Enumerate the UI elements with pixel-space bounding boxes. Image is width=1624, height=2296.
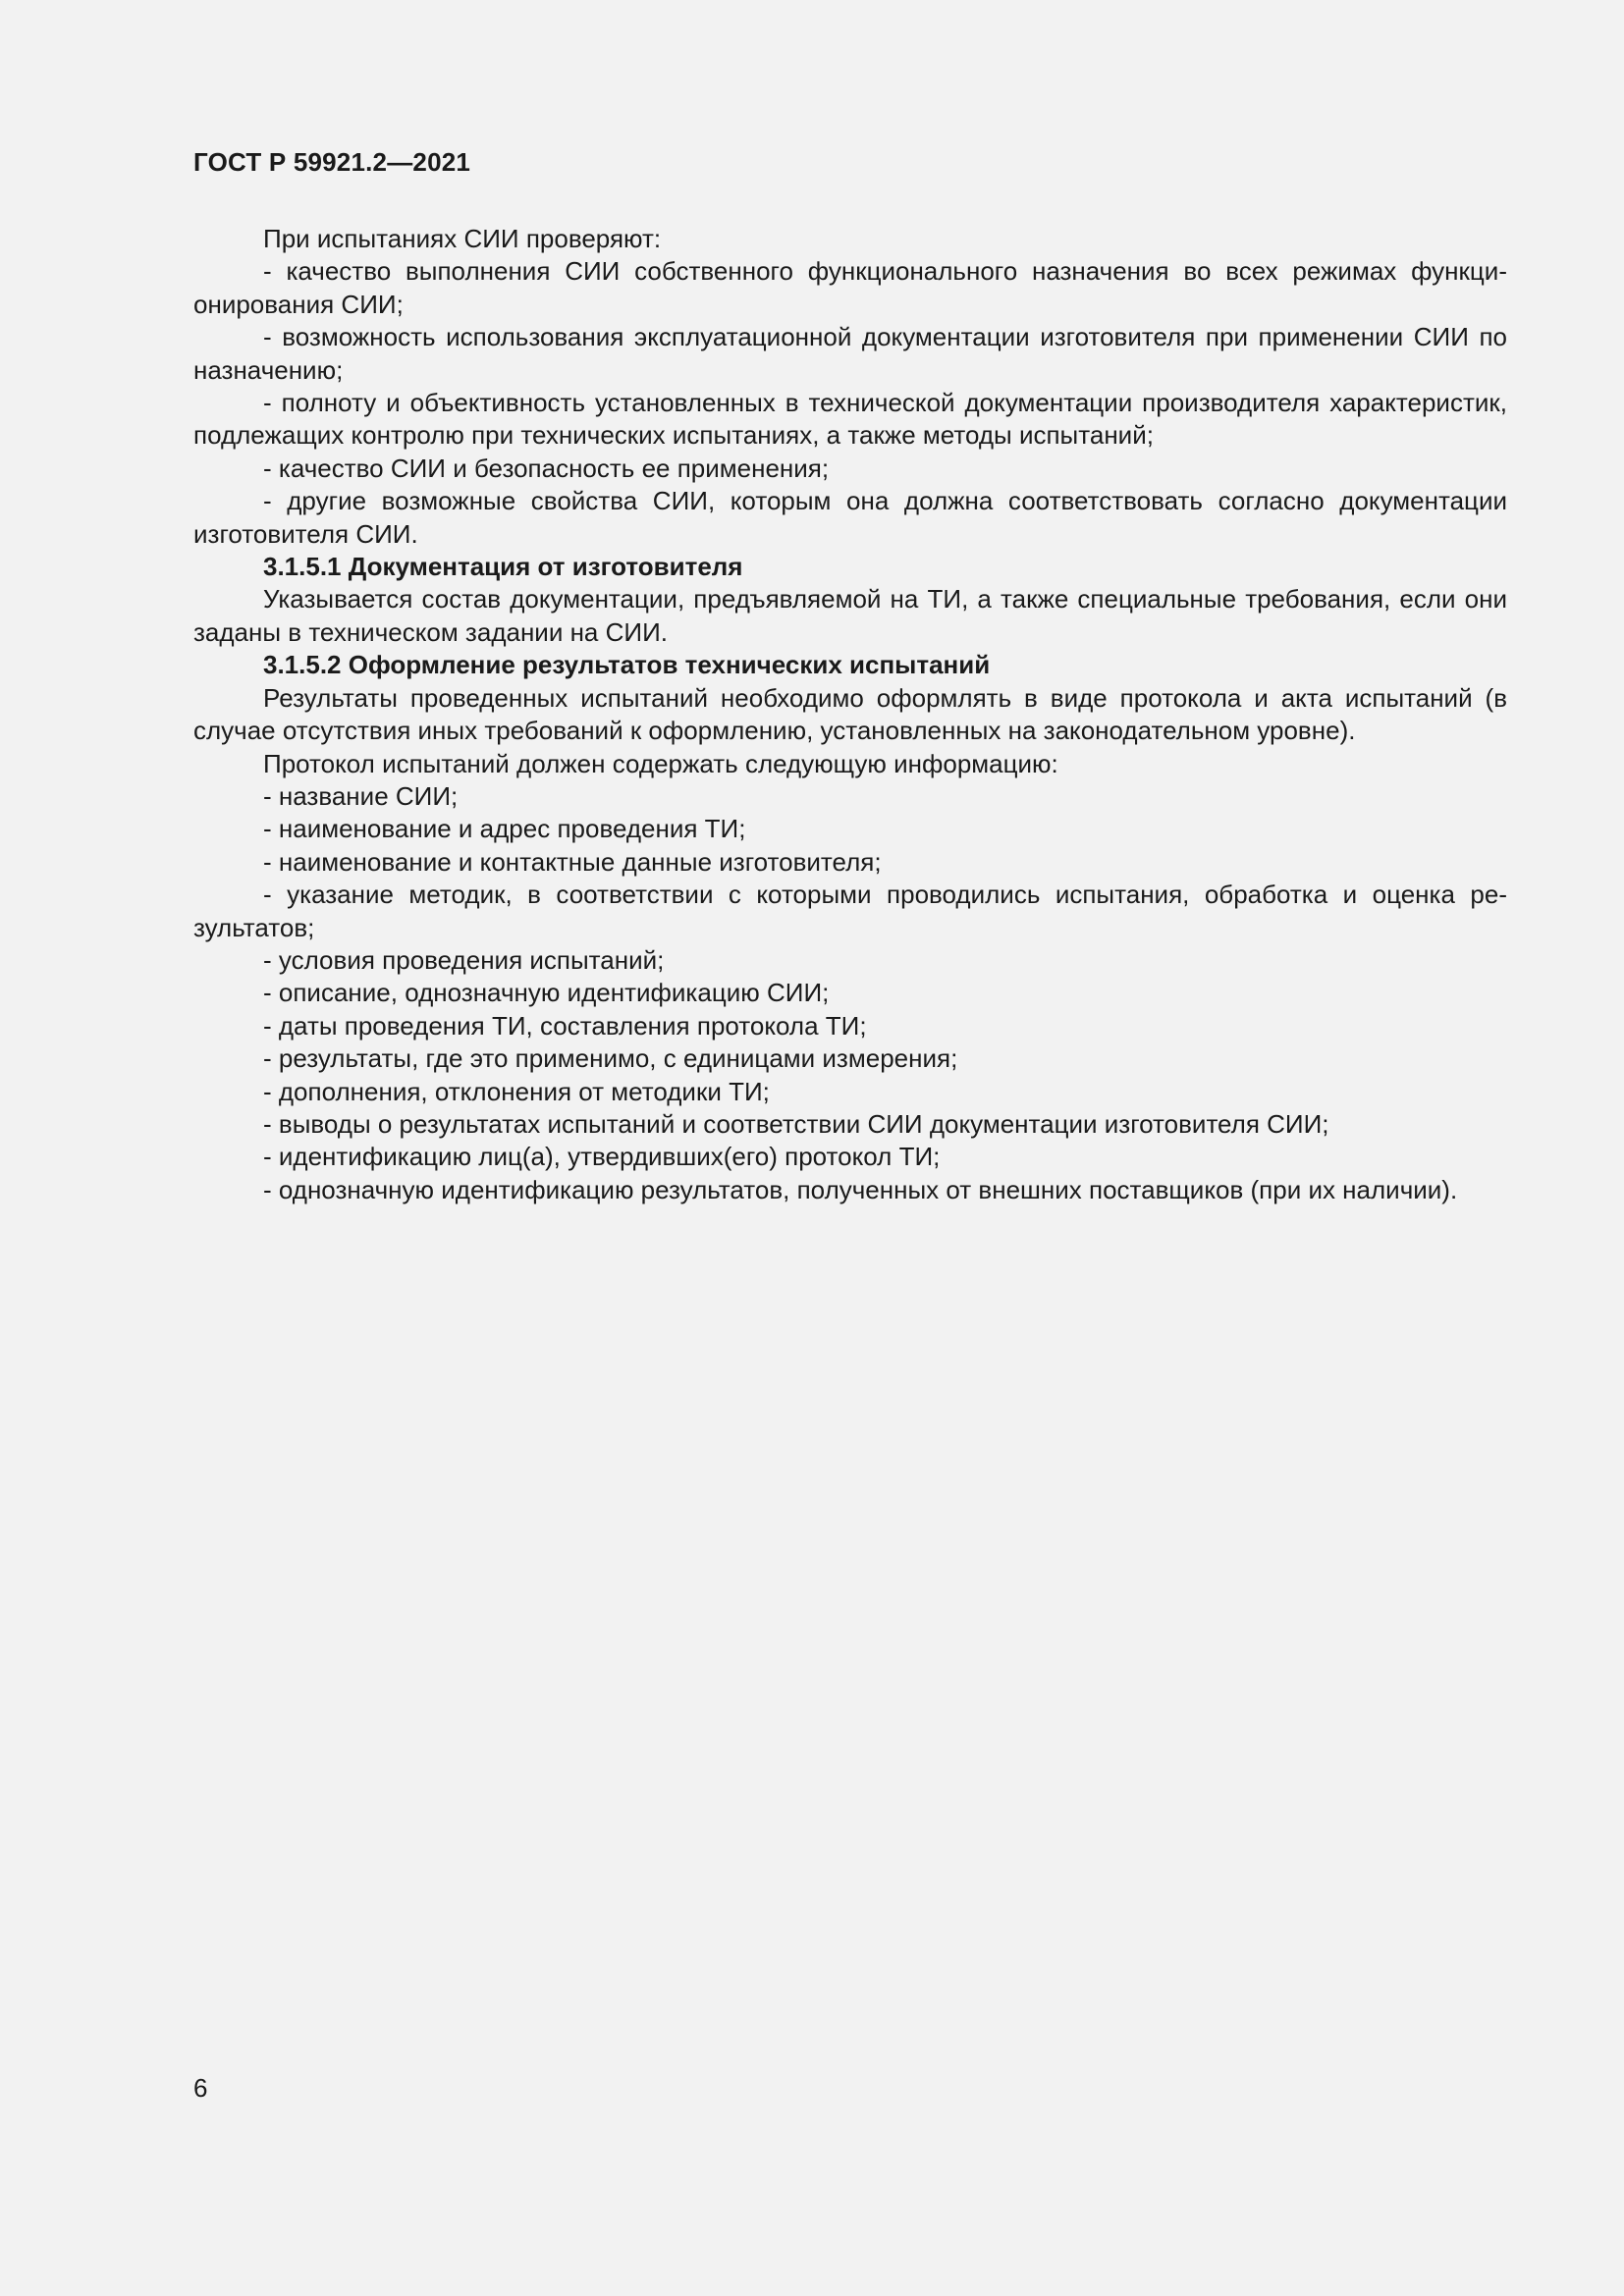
list-item: - качество СИИ и безопасность ее применения; [263,453,830,483]
list-item: - наименование и адрес проведения ТИ; [263,814,746,844]
list-item: - название СИИ; [263,780,459,811]
paragraph: Протокол испытаний должен содержать следующую информацию: [263,748,1058,778]
list-item: - наименование и контактные данные изготовителя; [263,846,882,877]
list-item: - дополнения, отклонения от методики ТИ; [263,1076,770,1106]
section-heading: 3.1.5.1 Документация от изготовителя [263,552,743,582]
list-item: - однозначную идентификацию результатов, полученных от внешних поставщиков (при их наличии). [263,1174,1458,1204]
paragraph: Результаты проведенных испытаний необходимо оформлять в виде протокола и акта испытаний (в случае отсутствия иных требований к оформлению, установленных на законодательном уровне). [193,682,1507,746]
list-item: - возможность использования эксплуатационной документации изготовителя при применении СИИ по назначению; [193,322,1507,385]
paragraph: При испытаниях СИИ проверяют: [263,224,662,253]
page-number: 6 [193,2073,208,2103]
list-item: - полноту и объективность установленных в технической документации производителя характеристик, подлежащих контролю при технических испытаниях, а также методы испытаний; [193,388,1507,451]
list-item: - выводы о результатах испытаний и соответствии СИИ документации изготовителя СИИ; [263,1108,1329,1139]
document-code-header: ГОСТ Р 59921.2—2021 [193,147,471,177]
list-item: - качество выполнения СИИ собственного функционального назначения во всех режимах функционирования СИИ; [193,256,1507,319]
list-item: - идентификацию лиц(а), утвердивших(его) протокол ТИ; [263,1142,941,1172]
list-item: - другие возможные свойства СИИ, которым она должна соответствовать согласно документации изготовителя СИИ. [193,486,1507,549]
list-item: - результаты, где это применимо, с единицами измерения; [263,1043,958,1074]
list-item: - указание методик, в соответствии с которыми проводились испытания, обработка и оценка результатов; [193,880,1507,942]
list-item: - даты проведения ТИ, составления протокола ТИ; [263,1010,867,1041]
document-body [193,223,1507,1206]
list-item: - описание, однозначную идентификацию СИИ; [263,978,830,1008]
paragraph: Указывается состав документации, предъявляемой на ТИ, а также специальные требования, если они заданы в техническом задании на СИИ. [193,584,1507,647]
list-item: - условия проведения испытаний; [263,944,665,975]
section-heading: 3.1.5.2 Оформление результатов технических испытаний [263,650,991,680]
